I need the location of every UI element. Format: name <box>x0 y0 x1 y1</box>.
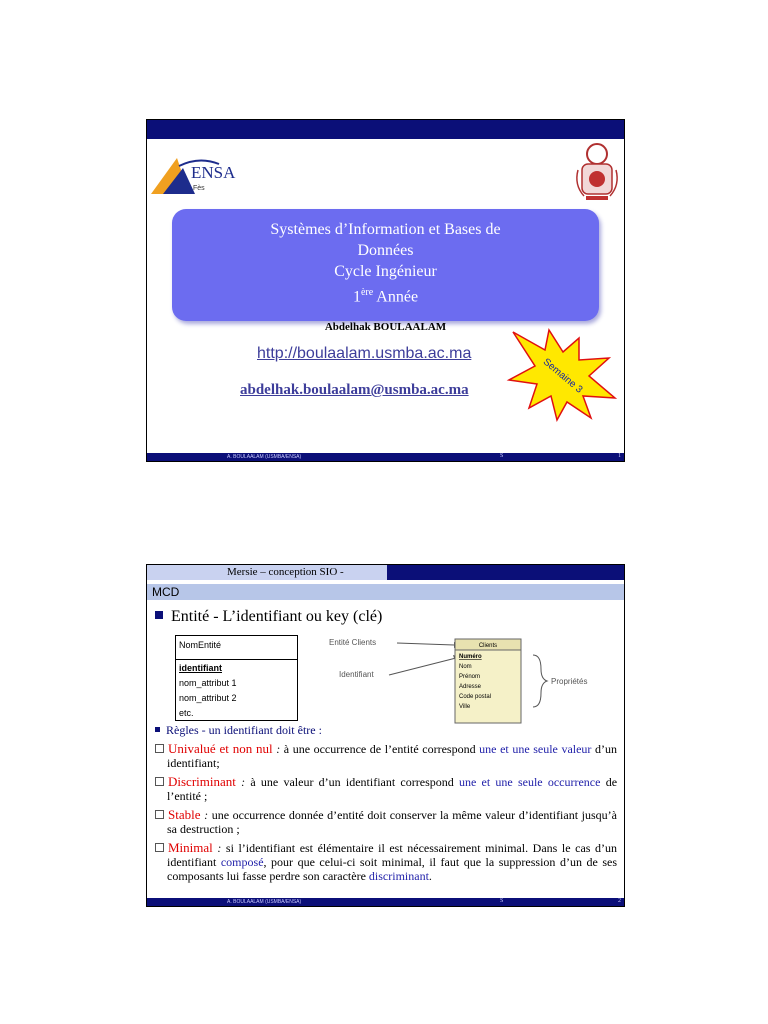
rule-text: à une valeur d’un identifiant correspond <box>245 775 459 789</box>
entity-attribute: nom_attribut 1 <box>179 678 237 688</box>
footer-logo: S <box>500 898 504 904</box>
homepage-link[interactable]: http://boulaalam.usmba.ac.ma <box>257 345 472 362</box>
rule-item <box>155 808 617 836</box>
rule-term: Minimal <box>168 840 213 855</box>
title-line: Cycle Ingénieur <box>334 263 437 280</box>
entity-identifier: identifiant <box>179 663 222 673</box>
course-bar-dark <box>387 565 624 580</box>
rule-emphasis: discriminant <box>368 869 429 883</box>
diagram-entity-label: Entité Clients <box>329 638 377 647</box>
author-name: Abdelhak BOULAALAM <box>324 321 447 333</box>
slide-top-bar <box>147 120 624 139</box>
entity-diagram <box>327 635 617 730</box>
rule-item <box>155 742 617 770</box>
rule-separator: : <box>212 841 222 855</box>
rule-text: . <box>428 869 432 883</box>
rule-emphasis: une et une seule occurrence <box>458 775 601 789</box>
course-title: Mersie – conception SIO - <box>227 566 344 578</box>
rules-list <box>155 723 617 883</box>
checkbox-bullet-icon <box>155 810 164 819</box>
page-number: 2 <box>618 898 621 904</box>
page-number: 1 <box>618 453 621 459</box>
rule-term: Stable <box>168 807 201 822</box>
logo-subtext: Fès <box>193 185 205 192</box>
rule-text: une occurrence donnée d’entité doit conserver la même valeur d’identifiant jusqu’à sa destruction ; <box>167 808 617 836</box>
rule-text: , pour que celui-ci soit minimal, il faut que la suppression d’un de ses composants lui fasse perdre son caractère <box>167 855 617 883</box>
rule-separator: : <box>235 775 246 789</box>
rule-text: d’un identifiant; <box>167 742 618 770</box>
diagram-field: Nom <box>459 664 472 670</box>
title-line: Données <box>357 242 414 259</box>
rule-item <box>155 775 617 803</box>
diagram-field: Ville <box>459 704 471 710</box>
diagram-field: Adresse <box>459 684 482 690</box>
section-bar: MCD <box>147 584 624 600</box>
checkbox-bullet-icon <box>155 843 164 852</box>
slide-1 <box>146 119 625 462</box>
checkbox-bullet-icon <box>155 777 164 786</box>
entity-name: NomEntité <box>176 636 297 660</box>
rule-text: à une occurrence de l’entité correspond <box>280 742 480 756</box>
rule-emphasis: une et une seule valeur <box>479 742 592 756</box>
course-bar <box>147 565 624 580</box>
title-line: Systèmes d’Information et Bases de <box>270 221 501 238</box>
diagram-field: Code postal <box>459 694 492 700</box>
rule-text: si l’identifiant est élémentaire il est nécessairement minimal. Dans le cas d’un identifiant <box>167 841 617 869</box>
entity-table <box>175 635 298 721</box>
slide-2 <box>146 564 625 907</box>
slide-heading: Entité - L’identifiant ou key (clé) <box>155 608 382 626</box>
footer-logo: S <box>500 453 504 459</box>
footer-author: A. BOULAALAM (USMBA/ENSA) <box>227 899 302 905</box>
bullet-square-icon <box>155 611 163 619</box>
entity-attribute: etc. <box>179 708 194 718</box>
title-box <box>172 209 599 321</box>
diagram-field: Numéro <box>459 654 482 660</box>
title-year: 1ère Année <box>352 287 419 306</box>
logo-text: ENSA <box>191 163 236 182</box>
rule-term: Discriminant <box>168 774 236 789</box>
rule-separator: : <box>272 742 281 756</box>
rules-lead: Règles - un identifiant doit être : <box>155 723 617 737</box>
diagram-identifier-label: Identifiant <box>339 670 374 679</box>
checkbox-bullet-icon <box>155 744 164 753</box>
rule-separator: : <box>200 808 209 822</box>
bullet-square-icon <box>155 727 160 732</box>
burst-label: Semaine 3 <box>540 356 585 396</box>
rule-term: Univalué et non nul <box>168 741 273 756</box>
diagram-field: Prénom <box>459 674 481 680</box>
email-link[interactable]: abdelhak.boulaalam@usmba.ac.ma <box>240 382 469 398</box>
week-burst-badge <box>505 322 617 422</box>
entity-attribute: nom_attribut 2 <box>179 693 237 703</box>
slide-footer <box>147 898 624 906</box>
ensa-logo <box>149 154 245 196</box>
footer-author: A. BOULAALAM (USMBA/ENSA) <box>227 454 302 460</box>
diagram-properties-label: Propriétés <box>551 677 588 686</box>
slide-footer <box>147 453 624 461</box>
rule-item <box>155 841 617 883</box>
rule-emphasis: composé <box>220 855 264 869</box>
university-crest <box>572 140 622 202</box>
diagram-box-title: Clients <box>478 643 498 649</box>
rule-text: de l’entité ; <box>167 775 618 803</box>
